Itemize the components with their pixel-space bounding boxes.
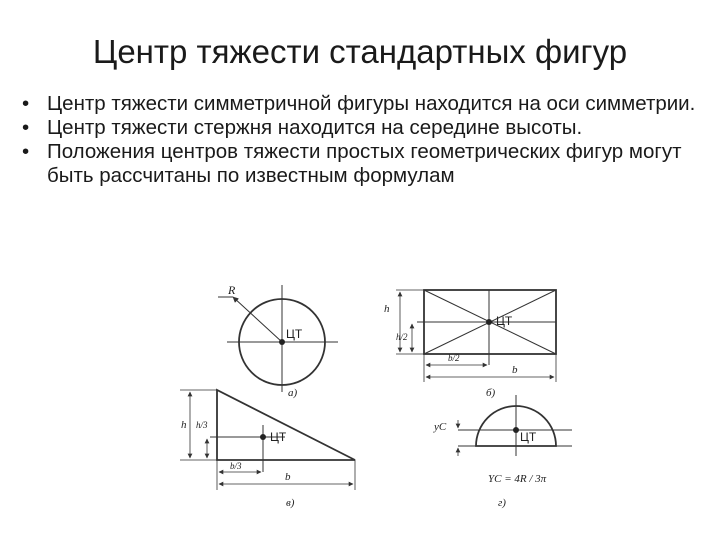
- semicircle-center-dot: [513, 427, 519, 433]
- triangle-figure: [180, 390, 355, 490]
- triangle-center-dot: [260, 434, 266, 440]
- slide-title: Центр тяжести стандартных фигур: [92, 33, 628, 70]
- rectangle-caption: б): [486, 387, 496, 399]
- triangle-height-label: h: [181, 419, 187, 431]
- semicircle-center-label: ЦТ: [520, 430, 537, 444]
- rectangle-width-label: b: [512, 364, 518, 376]
- circle-radius-label: R: [228, 283, 236, 297]
- semicircle-figure: [458, 395, 572, 456]
- rectangle-figure: [396, 290, 556, 382]
- bullet-item: • Положения центров тяжести простых геометрических фигур могут быть рассчитаны по известным формулам: [22, 140, 712, 188]
- semicircle-caption: г): [498, 497, 506, 509]
- triangle-third-width-label: b/3: [230, 461, 242, 471]
- circle-caption: а): [288, 387, 298, 399]
- circle-center-dot: [279, 339, 285, 345]
- rectangle-height-label: h: [384, 303, 390, 315]
- triangle-center-label: ЦТ: [270, 430, 287, 444]
- bullet-item: • Центр тяжести стержня находится на середине высоты.: [22, 116, 712, 140]
- triangle-width-label: b: [285, 471, 291, 483]
- circle-center-label: ЦТ: [286, 327, 303, 341]
- rectangle-half-height-label: h/2: [396, 332, 408, 342]
- semicircle-offset-label: yC: [434, 421, 447, 433]
- semicircle-formula: YC = 4R / 3π: [488, 473, 547, 485]
- rectangle-center-label: ЦТ: [496, 314, 513, 328]
- triangle-caption: в): [286, 497, 295, 509]
- triangle-third-height-label: h/3: [196, 420, 208, 430]
- bullet-item: • Центр тяжести симметричной фигуры находится на оси симметрии.: [22, 92, 712, 116]
- rectangle-half-width-label: b/2: [448, 353, 460, 363]
- rectangle-center-dot: [486, 319, 492, 325]
- circle-figure: [218, 285, 338, 392]
